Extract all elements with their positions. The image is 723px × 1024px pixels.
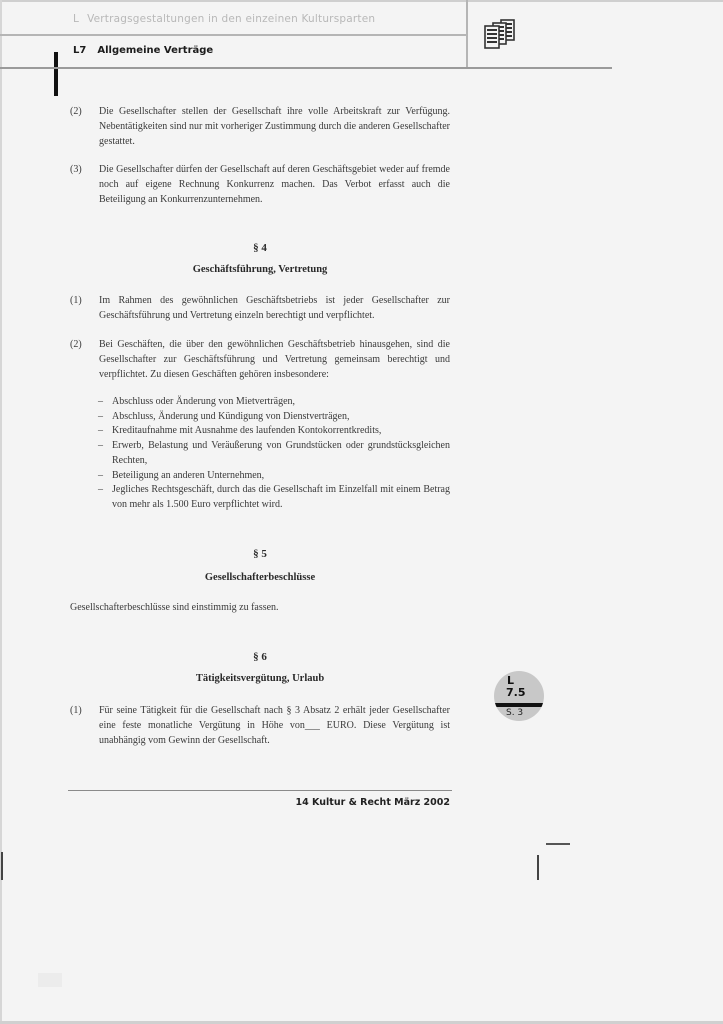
chapter-heading bbox=[73, 13, 375, 25]
paragraph-number: (2) bbox=[70, 106, 82, 117]
crop-mark-left bbox=[1, 852, 3, 880]
header-vertical-divider bbox=[466, 0, 468, 69]
section-marker-bar bbox=[54, 52, 58, 96]
paragraph-text: Die Gesellschafter stellen der Gesellschaft ihre volle Arbeitskraft zur Verfügung. Nebentätigkeiten sind nur mit vorheriger Zustimmung durch die anderen Gesellschafter gestattet. bbox=[99, 106, 450, 147]
dash-bullet-icon: – bbox=[98, 425, 103, 437]
section-5-number: § 5 bbox=[253, 548, 267, 560]
chapter-letter: L bbox=[73, 13, 80, 25]
header-divider bbox=[0, 34, 466, 36]
paragraph-number: (3) bbox=[70, 164, 82, 175]
badge-section: 7.5 bbox=[506, 686, 526, 699]
dash-bullet-icon: – bbox=[98, 396, 103, 407]
section-6-title: Tätigkeitsvergütung, Urlaub bbox=[195, 673, 325, 684]
paragraph-number: (1) bbox=[70, 705, 82, 716]
footer-source: 14 Kultur & Recht März 2002 bbox=[295, 797, 450, 808]
section-4-bullet-list bbox=[98, 395, 450, 513]
badge-chapter: L bbox=[507, 674, 515, 687]
dash-bullet-icon: – bbox=[98, 469, 103, 481]
section-4-number: § 4 bbox=[253, 242, 267, 254]
section-title: Allgemeine Verträge bbox=[97, 45, 214, 56]
paragraph-number: (1) bbox=[70, 295, 82, 306]
section-4-paragraph-1 bbox=[70, 293, 450, 323]
crop-mark-right-horizontal bbox=[546, 843, 570, 845]
list-item: – Kreditaufnahme mit Ausnahme des laufenden Kontokorrentkredits, bbox=[98, 424, 450, 439]
section-heading bbox=[73, 45, 213, 56]
paragraph-number: (2) bbox=[70, 339, 82, 350]
header-bottom-rule bbox=[0, 67, 612, 69]
chapter-page-badge bbox=[494, 671, 544, 721]
footer-rule bbox=[68, 790, 452, 791]
documents-stack-icon bbox=[484, 19, 518, 49]
paragraph-text: Für seine Tätigkeit für die Gesellschaft nach § 3 Absatz 2 erhält jeder Gesellschafter eine feste monatliche Vergütung in Höhe von___ EURO. Diese Vergütung ist unabhängig vom Gewinn der Gesellschaft. bbox=[99, 705, 450, 746]
section-4-paragraph-2 bbox=[70, 337, 450, 382]
crop-mark-right-vertical bbox=[537, 855, 539, 880]
chapter-title: Vertragsgestaltungen in den einzeinen Kultursparten bbox=[87, 13, 376, 25]
section-5-title: Gesellschafterbeschlüsse bbox=[204, 572, 316, 583]
dash-bullet-icon: – bbox=[98, 410, 103, 422]
paragraph-2 bbox=[70, 104, 450, 149]
list-item: – Erwerb, Belastung und Veräußerung von Grundstücken oder grundstücksgleichen Rechten, bbox=[98, 440, 450, 466]
section-4-title: Geschäftsführung, Vertretung bbox=[192, 264, 328, 275]
list-item: – Beteiligung an anderen Unternehmen, bbox=[98, 469, 450, 484]
section-6-number: § 6 bbox=[253, 651, 267, 663]
badge-page: S. 3 bbox=[506, 708, 524, 718]
page-border-top bbox=[0, 0, 723, 2]
paragraph-3 bbox=[70, 162, 450, 207]
section-5-text: Gesellschafterbeschlüsse sind einstimmig zu fassen. bbox=[70, 602, 279, 613]
paragraph-text: Im Rahmen des gewöhnlichen Geschäftsbetriebs ist jeder Gesellschafter zur Geschäftsführung und Vertretung einzeln berechtigt und verpflichtet. bbox=[99, 295, 450, 321]
dash-bullet-icon: – bbox=[98, 440, 103, 452]
dash-bullet-icon: – bbox=[98, 484, 103, 496]
list-item: – Abschluss oder Änderung von Mietverträgen, bbox=[98, 395, 450, 410]
paragraph-text: Bei Geschäften, die über den gewöhnlichen Geschäftsbetrieb hinausgehen, sind die Gesellschafter zur Geschäftsführung und Vertretung gemeinsam berechtigt und verpflichtet. Zu diesen Geschäften gehören insbesondere: bbox=[99, 339, 450, 380]
list-item: – Abschluss, Änderung und Kündigung von Dienstverträgen, bbox=[98, 410, 450, 425]
badge-divider bbox=[494, 703, 544, 707]
list-item: – Jegliches Rechtsgeschäft, durch das die Gesellschaft im Einzelfall mit einem Betrag von mehr als 1.500 Euro verpflichtet wird. bbox=[98, 484, 450, 510]
paragraph-text: Die Gesellschafter dürfen der Gesellschaft auf deren Geschäftsgebiet weder auf fremde noch auf eigene Rechnung Konkurrenz machen. Das Verbot erfasst auch die Beteiligung an Konkurrenzunternehmen. bbox=[99, 164, 450, 205]
faint-watermark bbox=[38, 973, 62, 987]
section-6-paragraph-1 bbox=[70, 703, 450, 748]
section-number: L7 bbox=[73, 45, 87, 56]
